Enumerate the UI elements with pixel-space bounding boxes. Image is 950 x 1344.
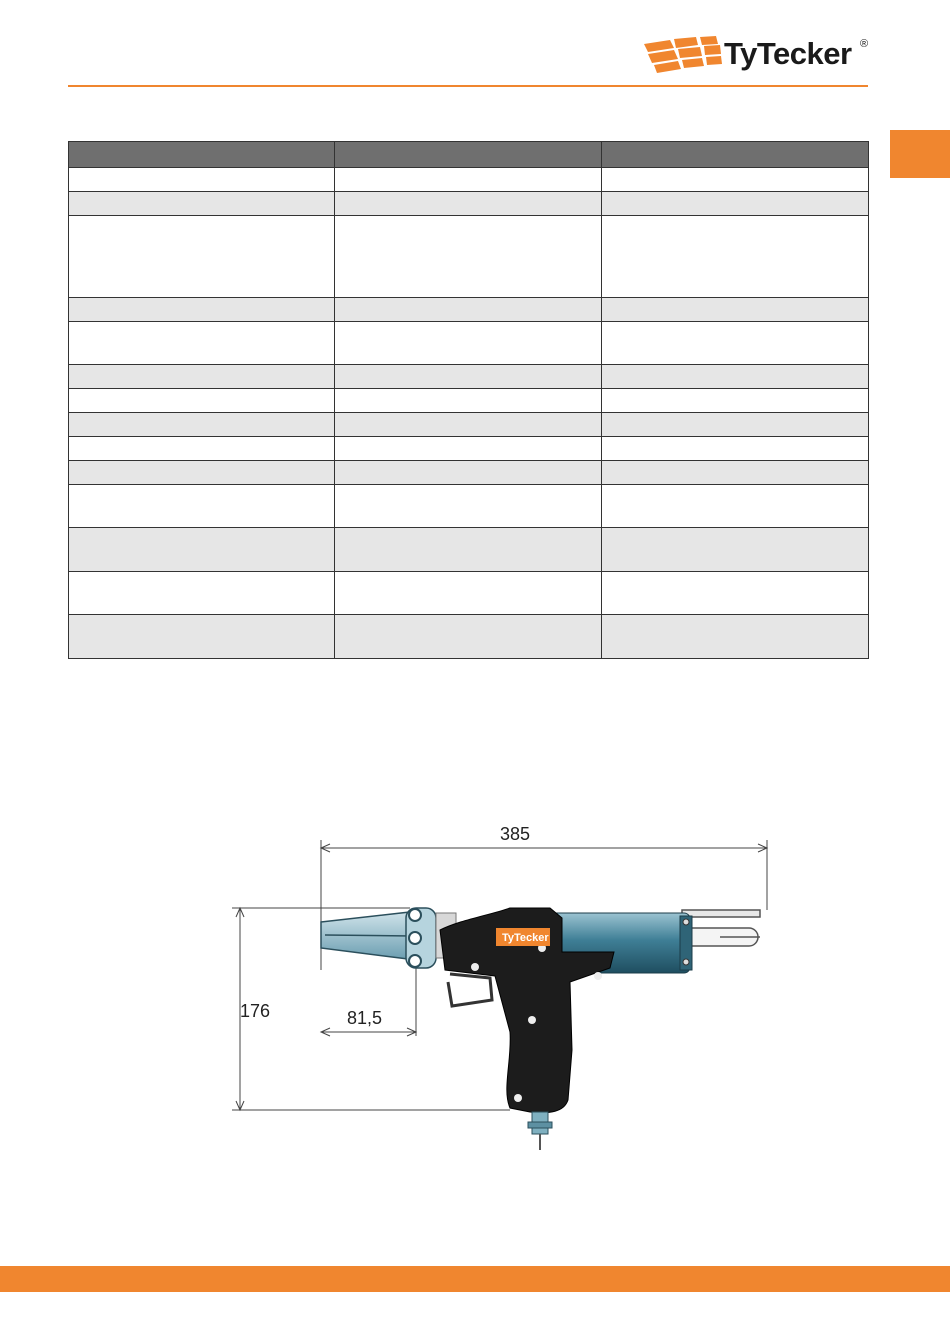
table-cell xyxy=(69,615,335,659)
table-row xyxy=(69,572,869,615)
table-cell xyxy=(602,192,869,216)
table-cell xyxy=(602,168,869,192)
table-cell xyxy=(602,322,869,365)
table-row xyxy=(69,528,869,572)
table-row xyxy=(69,216,869,298)
table-header-cell xyxy=(602,142,869,168)
table-row xyxy=(69,389,869,413)
table-row xyxy=(69,437,869,461)
table-cell xyxy=(335,322,602,365)
table-cell xyxy=(69,389,335,413)
table-row xyxy=(69,461,869,485)
table-cell xyxy=(602,528,869,572)
table-row xyxy=(69,485,869,528)
table-cell xyxy=(335,437,602,461)
table-cell xyxy=(69,192,335,216)
table-cell xyxy=(602,216,869,298)
table-header-cell xyxy=(69,142,335,168)
table-row xyxy=(69,168,869,192)
height-dimension-label: 176 xyxy=(240,1001,271,1021)
table-cell xyxy=(335,528,602,572)
table-cell xyxy=(69,298,335,322)
table-cell xyxy=(335,168,602,192)
table-cell xyxy=(602,615,869,659)
table-cell xyxy=(602,485,869,528)
table-header-row xyxy=(69,142,869,168)
table-cell xyxy=(602,298,869,322)
table-cell xyxy=(335,192,602,216)
table-cell xyxy=(69,528,335,572)
footer-bar xyxy=(0,1266,950,1292)
length-dimension-label: 385 xyxy=(500,824,531,844)
table-cell xyxy=(69,365,335,389)
table-cell xyxy=(335,461,602,485)
table-cell xyxy=(69,216,335,298)
table-cell xyxy=(69,413,335,437)
table-header-cell xyxy=(335,142,602,168)
table-cell xyxy=(335,572,602,615)
tool-dimension-drawing xyxy=(190,770,790,1170)
table-row xyxy=(69,192,869,216)
table-cell xyxy=(69,461,335,485)
header-divider xyxy=(68,85,868,87)
table-cell xyxy=(335,216,602,298)
table-cell xyxy=(69,322,335,365)
table-row xyxy=(69,413,869,437)
spec-table xyxy=(68,141,869,659)
table-cell xyxy=(602,389,869,413)
table-cell xyxy=(69,168,335,192)
table-cell xyxy=(602,437,869,461)
table-cell xyxy=(335,389,602,413)
tool-brand-label: TyTecker xyxy=(502,932,549,944)
table-cell xyxy=(335,413,602,437)
table-cell xyxy=(335,485,602,528)
nose-dimension-label: 81,5 xyxy=(347,1008,383,1028)
table-row xyxy=(69,365,869,389)
table-cell xyxy=(602,365,869,389)
table-cell xyxy=(69,572,335,615)
section-tab xyxy=(890,130,950,178)
table-row xyxy=(69,322,869,365)
table-cell xyxy=(69,485,335,528)
table-cell xyxy=(602,572,869,615)
table-row xyxy=(69,298,869,322)
table-cell xyxy=(69,437,335,461)
table-cell xyxy=(335,365,602,389)
table-cell xyxy=(602,413,869,437)
brand-name: TyTecker xyxy=(724,36,852,71)
registered-mark: ® xyxy=(860,38,869,50)
table-cell xyxy=(602,461,869,485)
table-row xyxy=(69,615,869,659)
rear-rod xyxy=(682,910,760,946)
trigger-guard xyxy=(448,974,492,1006)
table-cell xyxy=(335,298,602,322)
table-cell xyxy=(335,615,602,659)
